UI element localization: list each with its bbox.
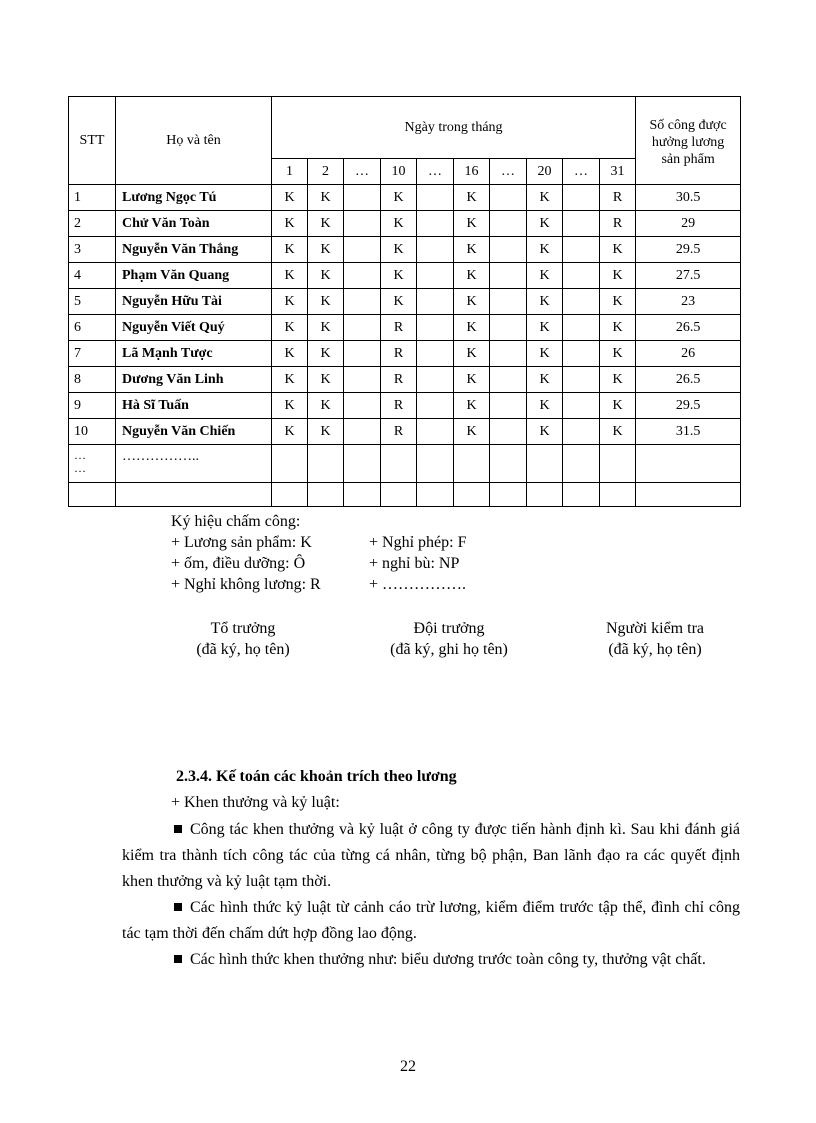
day-cell — [563, 367, 600, 393]
day-cell: K — [308, 367, 344, 393]
day-cell — [490, 419, 527, 445]
paragraph-text: Các hình thức khen thưởng như: biểu dương trước toàn công ty, thưởng vật chất. — [190, 951, 706, 968]
day-cell — [563, 341, 600, 367]
day-cell: K — [272, 263, 308, 289]
day-cell: K — [600, 237, 636, 263]
day-cell — [344, 263, 381, 289]
table-row-ellipsis — [69, 445, 741, 483]
day-cell — [490, 185, 527, 211]
paragraph — [122, 817, 740, 895]
day-cell — [490, 367, 527, 393]
day-cell — [490, 483, 527, 507]
day-cell — [417, 445, 454, 483]
stt-cell: 8 — [69, 367, 116, 393]
day-cell — [417, 263, 454, 289]
stt-cell: 9 — [69, 393, 116, 419]
legend-title: Ký hiệu chấm công: — [171, 513, 301, 530]
day-cell — [417, 185, 454, 211]
employee-name: Chử Văn Toàn — [116, 211, 272, 237]
day-cell: K — [454, 315, 490, 341]
day-header: 1 — [272, 159, 308, 185]
day-cell — [344, 237, 381, 263]
summary-header-line: Số công được — [649, 118, 727, 133]
day-cell — [454, 483, 490, 507]
day-cell: K — [527, 315, 563, 341]
table-header-row — [69, 97, 741, 159]
day-cell: K — [527, 289, 563, 315]
stt-cell: 7 — [69, 341, 116, 367]
day-cell — [417, 419, 454, 445]
legend-row — [171, 574, 466, 595]
day-cell — [344, 185, 381, 211]
day-cell — [490, 315, 527, 341]
day-cell: R — [600, 211, 636, 237]
stt-cell: 10 — [69, 419, 116, 445]
day-cell: K — [381, 289, 417, 315]
day-header: 10 — [381, 159, 417, 185]
day-cell — [308, 445, 344, 483]
total-cell: 26.5 — [636, 367, 741, 393]
day-cell: K — [527, 211, 563, 237]
day-cell: K — [600, 367, 636, 393]
name-header: Họ và tên — [116, 97, 272, 185]
paragraph — [122, 947, 740, 973]
day-cell: R — [381, 341, 417, 367]
day-header: 2 — [308, 159, 344, 185]
day-cell — [272, 483, 308, 507]
total-cell: 29.5 — [636, 237, 741, 263]
employee-name: Nguyễn Viết Quý — [116, 315, 272, 341]
day-cell: K — [454, 393, 490, 419]
signature-role: Người kiểm tra — [606, 620, 704, 637]
signature-team-leader — [168, 618, 318, 660]
stt-header: STT — [69, 97, 116, 185]
day-cell: K — [272, 211, 308, 237]
table-row-blank — [69, 483, 741, 507]
stt-cell: 6 — [69, 315, 116, 341]
day-cell: R — [381, 367, 417, 393]
day-cell — [490, 237, 527, 263]
table-row — [69, 419, 741, 445]
day-cell: K — [272, 367, 308, 393]
day-cell — [490, 445, 527, 483]
employee-name: Phạm Văn Quang — [116, 263, 272, 289]
signature-note: (đã ký, ghi họ tên) — [390, 641, 508, 658]
day-cell: K — [454, 211, 490, 237]
section-heading: 2.3.4. Kế toán các khoản trích theo lương — [176, 768, 457, 785]
day-cell: K — [308, 393, 344, 419]
total-cell: 27.5 — [636, 263, 741, 289]
day-cell — [600, 483, 636, 507]
day-cell — [563, 185, 600, 211]
day-cell: K — [454, 237, 490, 263]
table-row — [69, 185, 741, 211]
employee-name: Lã Mạnh Tược — [116, 341, 272, 367]
stt-ellipsis-cell — [69, 445, 116, 483]
day-cell: K — [454, 367, 490, 393]
day-cell — [381, 445, 417, 483]
legend-item: + Nghỉ phép: F — [369, 534, 467, 551]
day-cell — [417, 237, 454, 263]
summary-header-line: hưởng lương — [651, 135, 725, 150]
day-cell — [272, 445, 308, 483]
signature-note: (đã ký, họ tên) — [196, 641, 290, 658]
day-cell: K — [454, 419, 490, 445]
day-cell — [344, 419, 381, 445]
legend-item: + Lương sản phẩm: K — [171, 534, 312, 551]
day-cell — [417, 289, 454, 315]
day-cell — [563, 315, 600, 341]
day-cell — [490, 211, 527, 237]
day-cell: K — [308, 185, 344, 211]
employee-name: Hà Sĩ Tuấn — [116, 393, 272, 419]
table-row — [69, 341, 741, 367]
day-cell — [417, 393, 454, 419]
day-cell — [563, 483, 600, 507]
legend-row — [171, 553, 466, 574]
day-cell — [454, 445, 490, 483]
day-cell: K — [308, 419, 344, 445]
day-cell — [344, 483, 381, 507]
day-cell — [417, 341, 454, 367]
days-group-header: Ngày trong tháng — [272, 97, 636, 159]
paragraph-text: Công tác khen thưởng và kỷ luật ở công ty được tiến hành định kì. Sau khi đánh giá kiểm tra thành tích công tác của từng cá nhân, từng bộ phận, Ban lãnh đạo ra các quyết định khen thưởng và kỷ luật tạm thời. — [122, 821, 740, 890]
day-cell — [417, 211, 454, 237]
day-cell: K — [272, 237, 308, 263]
legend-item: + nghỉ bù: NP — [369, 555, 460, 572]
day-cell: K — [600, 289, 636, 315]
total-cell: 29 — [636, 211, 741, 237]
day-cell — [527, 445, 563, 483]
signature-squad-leader — [364, 618, 534, 660]
day-cell: K — [454, 289, 490, 315]
day-header: … — [417, 159, 454, 185]
total-cell: 23 — [636, 289, 741, 315]
paragraph-text: Các hình thức kỷ luật từ cảnh cáo trừ lương, kiểm điểm trước tập thể, đình chỉ công tác tạm thời đến chấm dứt hợp đồng lao động. — [122, 899, 740, 942]
day-cell — [417, 367, 454, 393]
day-cell — [308, 483, 344, 507]
employee-name: Lương Ngọc Tú — [116, 185, 272, 211]
day-cell: K — [527, 367, 563, 393]
day-cell — [490, 393, 527, 419]
bullet-icon — [174, 825, 182, 833]
stt-cell: 2 — [69, 211, 116, 237]
day-cell: K — [272, 185, 308, 211]
signature-note: (đã ký, họ tên) — [608, 641, 702, 658]
day-cell: K — [381, 211, 417, 237]
day-cell — [563, 237, 600, 263]
summary-header — [636, 97, 741, 185]
table-row — [69, 211, 741, 237]
day-cell: K — [272, 393, 308, 419]
stt-cell — [69, 483, 116, 507]
day-cell: R — [381, 393, 417, 419]
day-cell — [344, 211, 381, 237]
employee-name: Nguyễn Văn Chiến — [116, 419, 272, 445]
table-row — [69, 393, 741, 419]
day-cell: K — [600, 393, 636, 419]
day-cell: K — [600, 263, 636, 289]
ellipsis-text: … — [74, 461, 86, 475]
day-cell — [563, 393, 600, 419]
attendance-table — [68, 96, 741, 507]
ellipsis-text: … — [74, 448, 86, 462]
day-cell: K — [381, 263, 417, 289]
bullet-icon — [174, 903, 182, 911]
day-header: 31 — [600, 159, 636, 185]
day-cell — [563, 211, 600, 237]
day-cell — [344, 445, 381, 483]
day-cell — [490, 289, 527, 315]
day-header: 16 — [454, 159, 490, 185]
day-cell: K — [272, 289, 308, 315]
day-cell — [344, 315, 381, 341]
employee-name: Nguyễn Văn Thắng — [116, 237, 272, 263]
day-cell — [563, 419, 600, 445]
table-row — [69, 315, 741, 341]
day-cell: K — [600, 341, 636, 367]
day-cell: K — [600, 419, 636, 445]
day-cell: K — [308, 341, 344, 367]
name-cell — [116, 483, 272, 507]
day-cell: R — [600, 185, 636, 211]
summary-header-line: sản phẩm — [661, 152, 715, 167]
day-cell: K — [272, 419, 308, 445]
stt-cell: 4 — [69, 263, 116, 289]
signature-inspector — [580, 618, 730, 660]
paragraph — [122, 895, 740, 947]
employee-name: Dương Văn Linh — [116, 367, 272, 393]
total-cell — [636, 445, 741, 483]
day-cell: K — [527, 341, 563, 367]
legend-item: + ốm, điều dưỡng: Ô — [171, 555, 306, 572]
day-cell: K — [527, 263, 563, 289]
table-row — [69, 367, 741, 393]
name-ellipsis-cell: …………….. — [116, 445, 272, 483]
day-cell: K — [308, 263, 344, 289]
day-cell — [381, 483, 417, 507]
employee-name: Nguyễn Hữu Tài — [116, 289, 272, 315]
day-cell — [490, 263, 527, 289]
day-cell: K — [272, 341, 308, 367]
day-cell — [490, 341, 527, 367]
day-cell: K — [308, 237, 344, 263]
day-header: … — [344, 159, 381, 185]
day-cell: K — [527, 419, 563, 445]
day-cell: K — [308, 315, 344, 341]
day-cell: K — [527, 185, 563, 211]
day-cell — [417, 483, 454, 507]
table-row — [69, 237, 741, 263]
day-cell — [527, 483, 563, 507]
total-cell: 29.5 — [636, 393, 741, 419]
day-cell: K — [308, 211, 344, 237]
table-row — [69, 289, 741, 315]
total-cell: 26.5 — [636, 315, 741, 341]
bullet-icon — [174, 955, 182, 963]
day-cell: K — [272, 315, 308, 341]
legend-item: + ……………. — [369, 576, 467, 593]
day-cell: R — [381, 419, 417, 445]
day-cell: K — [527, 393, 563, 419]
day-cell — [417, 315, 454, 341]
total-cell: 31.5 — [636, 419, 741, 445]
day-cell — [344, 367, 381, 393]
day-cell: K — [454, 263, 490, 289]
day-cell — [344, 341, 381, 367]
day-cell: K — [454, 185, 490, 211]
stt-cell: 1 — [69, 185, 116, 211]
total-cell: 26 — [636, 341, 741, 367]
body-paragraphs — [122, 817, 740, 973]
day-cell: K — [308, 289, 344, 315]
total-cell: 30.5 — [636, 185, 741, 211]
day-cell — [344, 393, 381, 419]
day-cell — [563, 445, 600, 483]
day-cell — [344, 289, 381, 315]
day-header: 20 — [527, 159, 563, 185]
legend-row — [171, 532, 466, 553]
day-header: … — [563, 159, 600, 185]
stt-cell: 3 — [69, 237, 116, 263]
page-number: 22 — [400, 1058, 416, 1075]
total-cell — [636, 483, 741, 507]
signature-role: Tổ trưởng — [210, 620, 276, 637]
day-cell: K — [600, 315, 636, 341]
signature-role: Đội trưởng — [413, 620, 485, 637]
day-cell: K — [381, 237, 417, 263]
table-row — [69, 263, 741, 289]
day-header: … — [490, 159, 527, 185]
day-cell — [563, 263, 600, 289]
day-cell — [600, 445, 636, 483]
day-cell — [563, 289, 600, 315]
day-cell: K — [454, 341, 490, 367]
section-subheading: + Khen thưởng và kỷ luật: — [171, 794, 340, 811]
attendance-legend — [171, 511, 466, 595]
day-cell: K — [381, 185, 417, 211]
day-cell: R — [381, 315, 417, 341]
legend-item: + Nghỉ không lương: R — [171, 576, 321, 593]
stt-cell: 5 — [69, 289, 116, 315]
day-cell: K — [527, 237, 563, 263]
